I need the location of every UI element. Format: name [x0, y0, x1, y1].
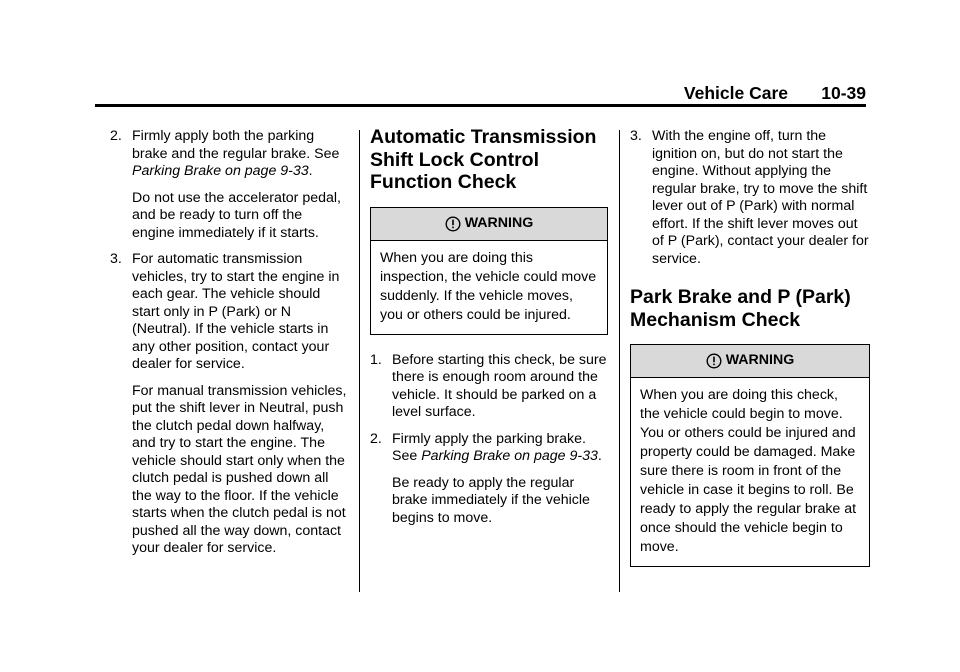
page-header	[95, 80, 866, 107]
column-divider	[619, 130, 620, 592]
step-text: For automatic transmission vehicles, try to start the engine in each gear. The vehicle should start only in P (Park) or N (Neutral). If the vehicle starts in any other position, contact your dealer for service.	[132, 251, 340, 372]
warning-box	[370, 207, 608, 335]
warning-text: When you are doing this inspection, the vehicle could move suddenly. If the vehicle moves, you or others could be injured.	[380, 249, 597, 323]
section-heading: Automatic Transmission Shift Lock Control Function Check	[370, 126, 597, 193]
column-1	[110, 128, 348, 558]
warning-text: When you are doing this check, the vehicle could begin to move. You or others could be injured and property could be damaged. Make sure there is room in front of the vehicle in case it begins to roll. Be ready to apply the regular brake at once should the vehicle begin to move.	[640, 387, 857, 555]
warning-header	[371, 208, 607, 241]
page-number: 10-39	[821, 83, 866, 103]
step-text: Before starting this check, be sure there is enough room around the vehicle. It should be parked on a level surface.	[392, 351, 607, 420]
section-title: Vehicle Care	[683, 83, 788, 103]
warning-label: WARNING	[464, 214, 534, 231]
step-item	[110, 128, 348, 181]
punctuation: .	[308, 163, 313, 179]
step-text: Firmly apply the parking brake. See	[392, 430, 586, 464]
column-2	[370, 126, 608, 527]
step-item	[370, 352, 608, 422]
step-paragraph: For manual transmission vehicles, put the shift lever in Neutral, push the clutch pedal down halfway, and try to start the engine. The vehicle should start only when the clutch pedal is pushed down all the way to the floor. If the vehicle starts when the clutch pedal is not pushed all the way down, contact your dealer for service.	[132, 382, 347, 556]
step-number: 2.	[370, 430, 382, 447]
warning-header	[631, 345, 869, 378]
step-item	[630, 128, 870, 268]
step-number: 3.	[630, 128, 642, 144]
column-divider	[359, 130, 360, 592]
punctuation: .	[597, 448, 602, 464]
step-item	[370, 431, 608, 466]
cross-reference-link[interactable]: Parking Brake on page 9-33	[421, 448, 598, 464]
step-paragraph: Do not use the accelerator pedal, and be ready to turn off the engine immediately if it starts.	[132, 189, 342, 241]
column-3	[630, 128, 870, 567]
warning-label: WARNING	[725, 352, 795, 369]
step-text: With the engine off, turn the ignition on, but do not start the engine. Without applying the regular brake, try to move the shift lever out of P (Park) with normal effort. If the shift lever moves out of P (Park), contact your dealer for service.	[652, 128, 869, 267]
section-heading: Park Brake and P (Park) Mechanism Check	[630, 286, 851, 331]
step-text: Firmly apply both the parking brake and the regular brake. See	[132, 128, 340, 162]
warning-box	[630, 344, 870, 567]
warning-icon	[445, 216, 461, 232]
step-item	[110, 251, 348, 374]
warning-icon	[706, 353, 722, 369]
step-paragraph: Be ready to apply the regular brake immediately if the vehicle begins to move.	[392, 474, 590, 526]
cross-reference-link[interactable]: Parking Brake on page 9-33	[132, 163, 309, 179]
step-number: 1.	[370, 351, 382, 368]
step-number: 2.	[110, 128, 122, 144]
step-number: 3.	[110, 251, 122, 267]
